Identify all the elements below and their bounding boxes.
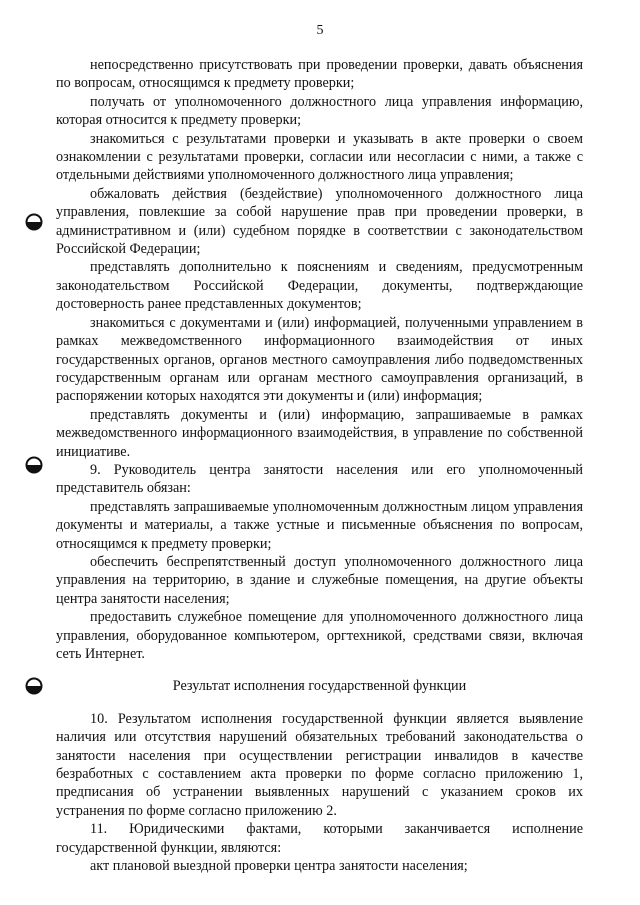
paragraph: непосредственно присутствовать при проведении проверки, давать объяснения по вопросам, относящимся к предмету проверки;	[56, 57, 583, 92]
paragraph: акт плановой выездной проверки центра занятости населения;	[90, 858, 468, 875]
paragraph: знакомиться с документами и (или) информацией, полученными управлением в рамках межведомственного информационного взаимодействия от иных государственных органов, органов местного самоуправления либо подведомственных государственным органам или органам местного самоуправления организаций, в распоряжении которых находятся эти документы и (или) информация;	[56, 314, 583, 405]
page-number: 5	[316, 23, 324, 38]
section-heading: Результат исполнения государственной функции	[172, 678, 467, 695]
paragraph: представлять документы и (или) информацию, запрашиваемые в рамках межведомственного информационного взаимодействия, в управление по собственной инициативе.	[56, 406, 583, 460]
paragraph: получать от уполномоченного должностного лица управления информацию, которая относится к предмету проверки;	[56, 93, 583, 129]
document-body	[56, 56, 583, 875]
paragraph: 10. Результатом исполнения государственной функции является выявление наличия или отсутствия нарушений обязательных требований законодательства о занятости населения при осуществлении регистрации инвалидов в качестве безработных с составлением акта проверки по форме согласно приложению 1, предписания об устранении выявленных нарушений с указанием сроков их устранения по форме согласно приложению 2.	[56, 710, 583, 819]
paragraph: обжаловать действия (бездействие) уполномоченного должностного лица управления, повлекшие за собой нарушение прав при проведении проверки, в административном и (или) судебном порядке в соответствии с законодательством Российской Федерации;	[56, 185, 583, 258]
paragraph: обеспечить беспрепятственный доступ уполномоченного должностного лица управления на территорию, в здание и служебные помещения, на другие объекты центра занятости населения;	[56, 553, 583, 607]
punch-hole-icon	[24, 212, 44, 232]
punch-hole-icon	[24, 455, 44, 475]
paragraph: предоставить служебное помещение для уполномоченного должностного лица управления, оборудованное компьютером, оргтехникой, средствами связи, включая сеть Интернет.	[56, 609, 583, 662]
paragraph: 9. Руководитель центра занятости населения или его уполномоченный представитель обязан:	[56, 461, 583, 497]
paragraph: 11. Юридическими фактами, которыми заканчивается исполнение государственной функции, являются:	[56, 821, 583, 856]
paragraph: представлять запрашиваемые уполномоченным должностным лицом управления документы и материалы, а также устные и письменные объяснения по вопросам, относящимся к предмету проверки;	[56, 498, 583, 552]
paragraph: знакомиться с результатами проверки и указывать в акте проверки о своем ознакомлении с результатами проверки, согласии или несогласии с ними, а также с отдельными действиями уполномоченного должностного лица управления;	[56, 130, 583, 184]
punch-hole-icon	[24, 676, 44, 696]
paragraph: представлять дополнительно к пояснениям и сведениям, предусмотренным законодательством Российской Федерации, документы, подтверждающие достоверность ранее представленных документов;	[56, 259, 583, 313]
